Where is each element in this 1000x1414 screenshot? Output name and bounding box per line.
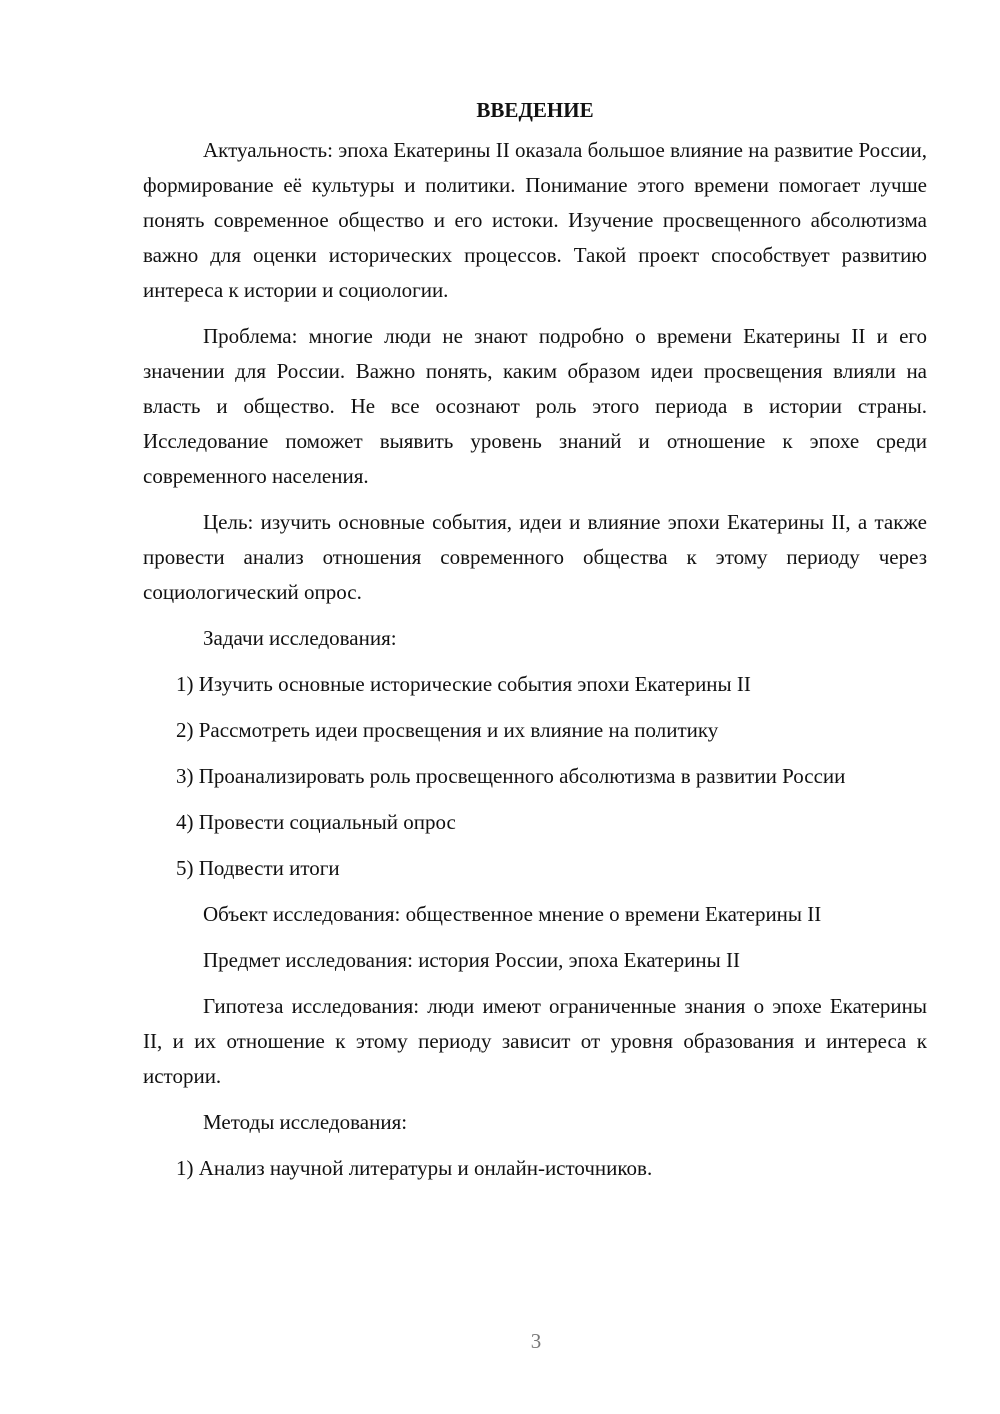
tasks-title: Задачи исследования: [203,626,397,650]
section-heading: ВВЕДЕНИЕ [476,98,594,122]
hypothesis-paragraph: Гипотеза исследования: люди имеют ограниченные знания о эпохе Екатерины II, и их отношение к этому периоду зависит от уровня образования и интереса к истории. [143,994,927,1088]
methods-title: Методы исследования: [203,1110,408,1134]
page-number: 3 [530,1329,542,1353]
task-item-1: 1) Изучить основные исторические события эпохи Екатерины II [176,672,751,696]
task-item-2: 2) Рассмотреть идеи просвещения и их влияние на политику [176,718,719,742]
goal-paragraph: Цель: изучить основные события, идеи и влияние эпохи Екатерины II, а также провести анализ отношения современного общества к этому периоду через социологический опрос. [143,510,927,604]
task-item-4: 4) Провести социальный опрос [176,810,456,834]
task-item-3: 3) Проанализировать роль просвещенного абсолютизма в развитии России [176,764,846,788]
document-page [143,92,927,1197]
object-paragraph: Объект исследования: общественное мнение о времени Екатерины II [203,902,822,926]
method-item-1: 1) Анализ научной литературы и онлайн-источников. [176,1156,653,1180]
relevance-paragraph: Актуальность: эпоха Екатерины II оказала большое влияние на развитие России, формирование её культуры и политики. Понимание этого времени помогает лучше понять современное общество и его истоки. Изучение просвещенного абсолютизма важно для оценки исторических процессов. Такой проект способствует развитию интереса к истории и социологии. [143,138,927,302]
problem-paragraph: Проблема: многие люди не знают подробно о времени Екатерины II и его значении для России. Важно понять, каким образом идеи просвещения влияли на власть и общество. Не все осознают роль этого периода в истории страны. Исследование поможет выявить уровень знаний и отношение к эпохе среди современного населения. [143,324,927,488]
task-item-5: 5) Подвести итоги [176,856,340,880]
subject-paragraph: Предмет исследования: история России, эпоха Екатерины II [203,948,740,972]
